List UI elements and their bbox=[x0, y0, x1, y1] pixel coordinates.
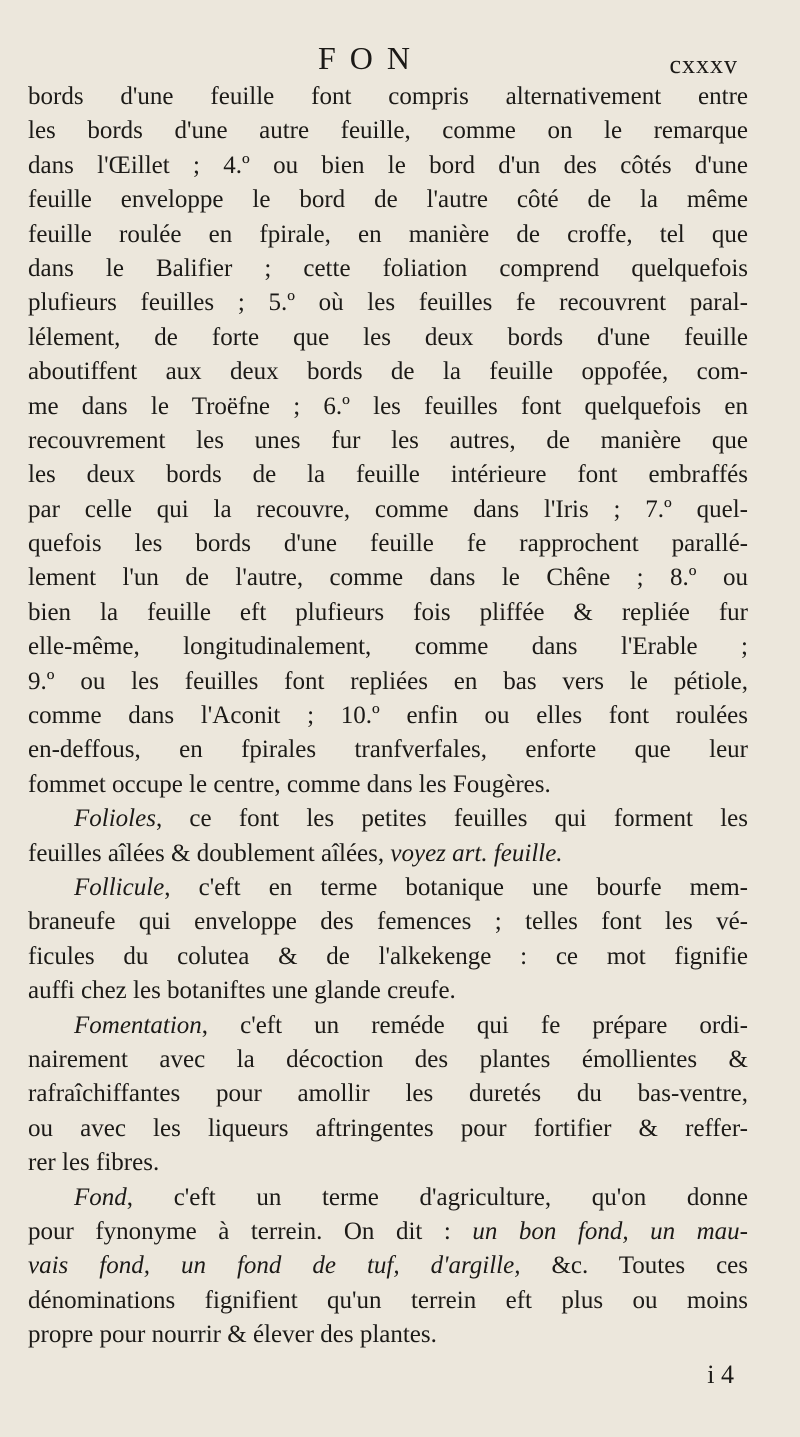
text-line: quefois les bords d'une feuille fe rapprochent parallé- bbox=[28, 530, 748, 558]
text-line: plufieurs feuilles ; 5.º où les feuilles fe recouvrent paral- bbox=[28, 289, 748, 317]
text-line bbox=[28, 837, 748, 871]
text-line: lement l'un de l'autre, comme dans le Chêne ; 8.º ou bbox=[28, 564, 748, 592]
text-line: 9.º ou les feuilles font repliées en bas vers le pétiole, bbox=[28, 667, 748, 695]
example-phrase: vais fond, un fond de tuf, d'argille, bbox=[28, 1252, 521, 1280]
text-line: bords d'une feuille font compris alternativement entre bbox=[28, 83, 748, 110]
entry-text: &c. Toutes ces bbox=[520, 1252, 748, 1280]
cross-reference: voyez art. feuille. bbox=[390, 839, 563, 867]
text-line: recouvrement les unes fur les autres, de manière que bbox=[28, 426, 748, 454]
entry-text: , ce font les petites feuilles qui forment les bbox=[155, 805, 748, 833]
text-line: par celle qui la recouvre, comme dans l'Iris ; 7.º quel- bbox=[28, 495, 748, 523]
entry-fond bbox=[28, 1181, 748, 1215]
text-line: feuille roulée en fpirale, en manière de croffe, tel que bbox=[28, 220, 748, 248]
entry-text: pour fynonyme à terrein. On dit : bbox=[28, 1217, 473, 1245]
text-line: aboutiffent aux deux bords de la feuille oppofée, com- bbox=[28, 358, 748, 386]
text-line: rafraîchiffantes pour amollir les duretés du bas-ventre, bbox=[28, 1080, 748, 1108]
page-title: FON bbox=[318, 40, 425, 76]
text-line: dénominations fignifient qu'un terrein eft plus ou moins bbox=[28, 1286, 748, 1314]
entry-text: , c'eft en terme botanique une bourfe mem- bbox=[164, 873, 748, 901]
text-line: fommet occupe le centre, comme dans les Fougères. bbox=[28, 770, 551, 798]
entry-term: Fomentation bbox=[74, 1011, 202, 1039]
text-line: nairement avec la décoction des plantes émollientes & bbox=[28, 1045, 748, 1073]
text-line: dans le Balifier ; cette foliation comprend quelquefois bbox=[28, 254, 748, 282]
text-line: lélement, de forte que les deux bords d'une feuille bbox=[28, 323, 748, 351]
text-line: rer les fibres. bbox=[28, 1149, 160, 1177]
text-line: comme dans l'Aconit ; 10.º enfin ou elles font roulées bbox=[28, 702, 748, 730]
text-line: bien la feuille eft plufieurs fois pliffée & repliée fur bbox=[28, 598, 748, 626]
text-line: ficules du colutea & de l'alkekenge : ce mot fignifie bbox=[28, 942, 748, 970]
text-line bbox=[28, 1215, 748, 1249]
text-line: les bords d'une autre feuille, comme on le remarque bbox=[28, 117, 748, 145]
text-line: me dans le Troëfne ; 6.º les feuilles font quelquefois en bbox=[28, 392, 748, 420]
text-line bbox=[28, 1249, 748, 1283]
text-line: elle-même, longitudinalement, comme dans l'Erable ; bbox=[28, 633, 748, 661]
entry-term: Follicule bbox=[74, 873, 165, 901]
body-text bbox=[28, 80, 748, 1352]
entry-text: , c'eft un reméde qui fe prépare ordi- bbox=[201, 1011, 748, 1039]
text-line: auffi chez les botaniftes une glande creufe. bbox=[28, 977, 456, 1005]
entry-text: feuilles aîlées & doublement aîlées, bbox=[28, 839, 391, 867]
signature-mark: i 4 bbox=[707, 1360, 734, 1389]
text-line: les deux bords de la feuille intérieure font embraffés bbox=[28, 461, 748, 489]
text-line: feuille enveloppe le bord de l'autre côté de la même bbox=[28, 186, 748, 214]
entry-term: Folioles bbox=[74, 805, 156, 833]
entry-folioles bbox=[28, 802, 748, 836]
text-line: braneufe qui enveloppe des femences ; telles font les vé- bbox=[28, 908, 748, 936]
text-line: dans l'Œillet ; 4.º ou bien le bord d'un des côtés d'une bbox=[28, 151, 748, 179]
text-line: ou avec les liqueurs aftringentes pour fortifier & reffer- bbox=[28, 1114, 748, 1142]
text-line: en-deffous, en fpirales tranfverfales, enforte que leur bbox=[28, 736, 748, 764]
example-phrase: un bon fond, un mau- bbox=[472, 1217, 748, 1245]
text-line: propre pour nourrir & élever des plantes. bbox=[28, 1321, 437, 1349]
entry-follicule bbox=[28, 871, 748, 905]
entry-fomentation bbox=[28, 1009, 748, 1043]
entry-text: , c'eft un terme d'agriculture, qu'on donne bbox=[126, 1183, 748, 1211]
page-number: cxxxv bbox=[669, 50, 738, 79]
entry-term: Fond bbox=[74, 1183, 127, 1211]
